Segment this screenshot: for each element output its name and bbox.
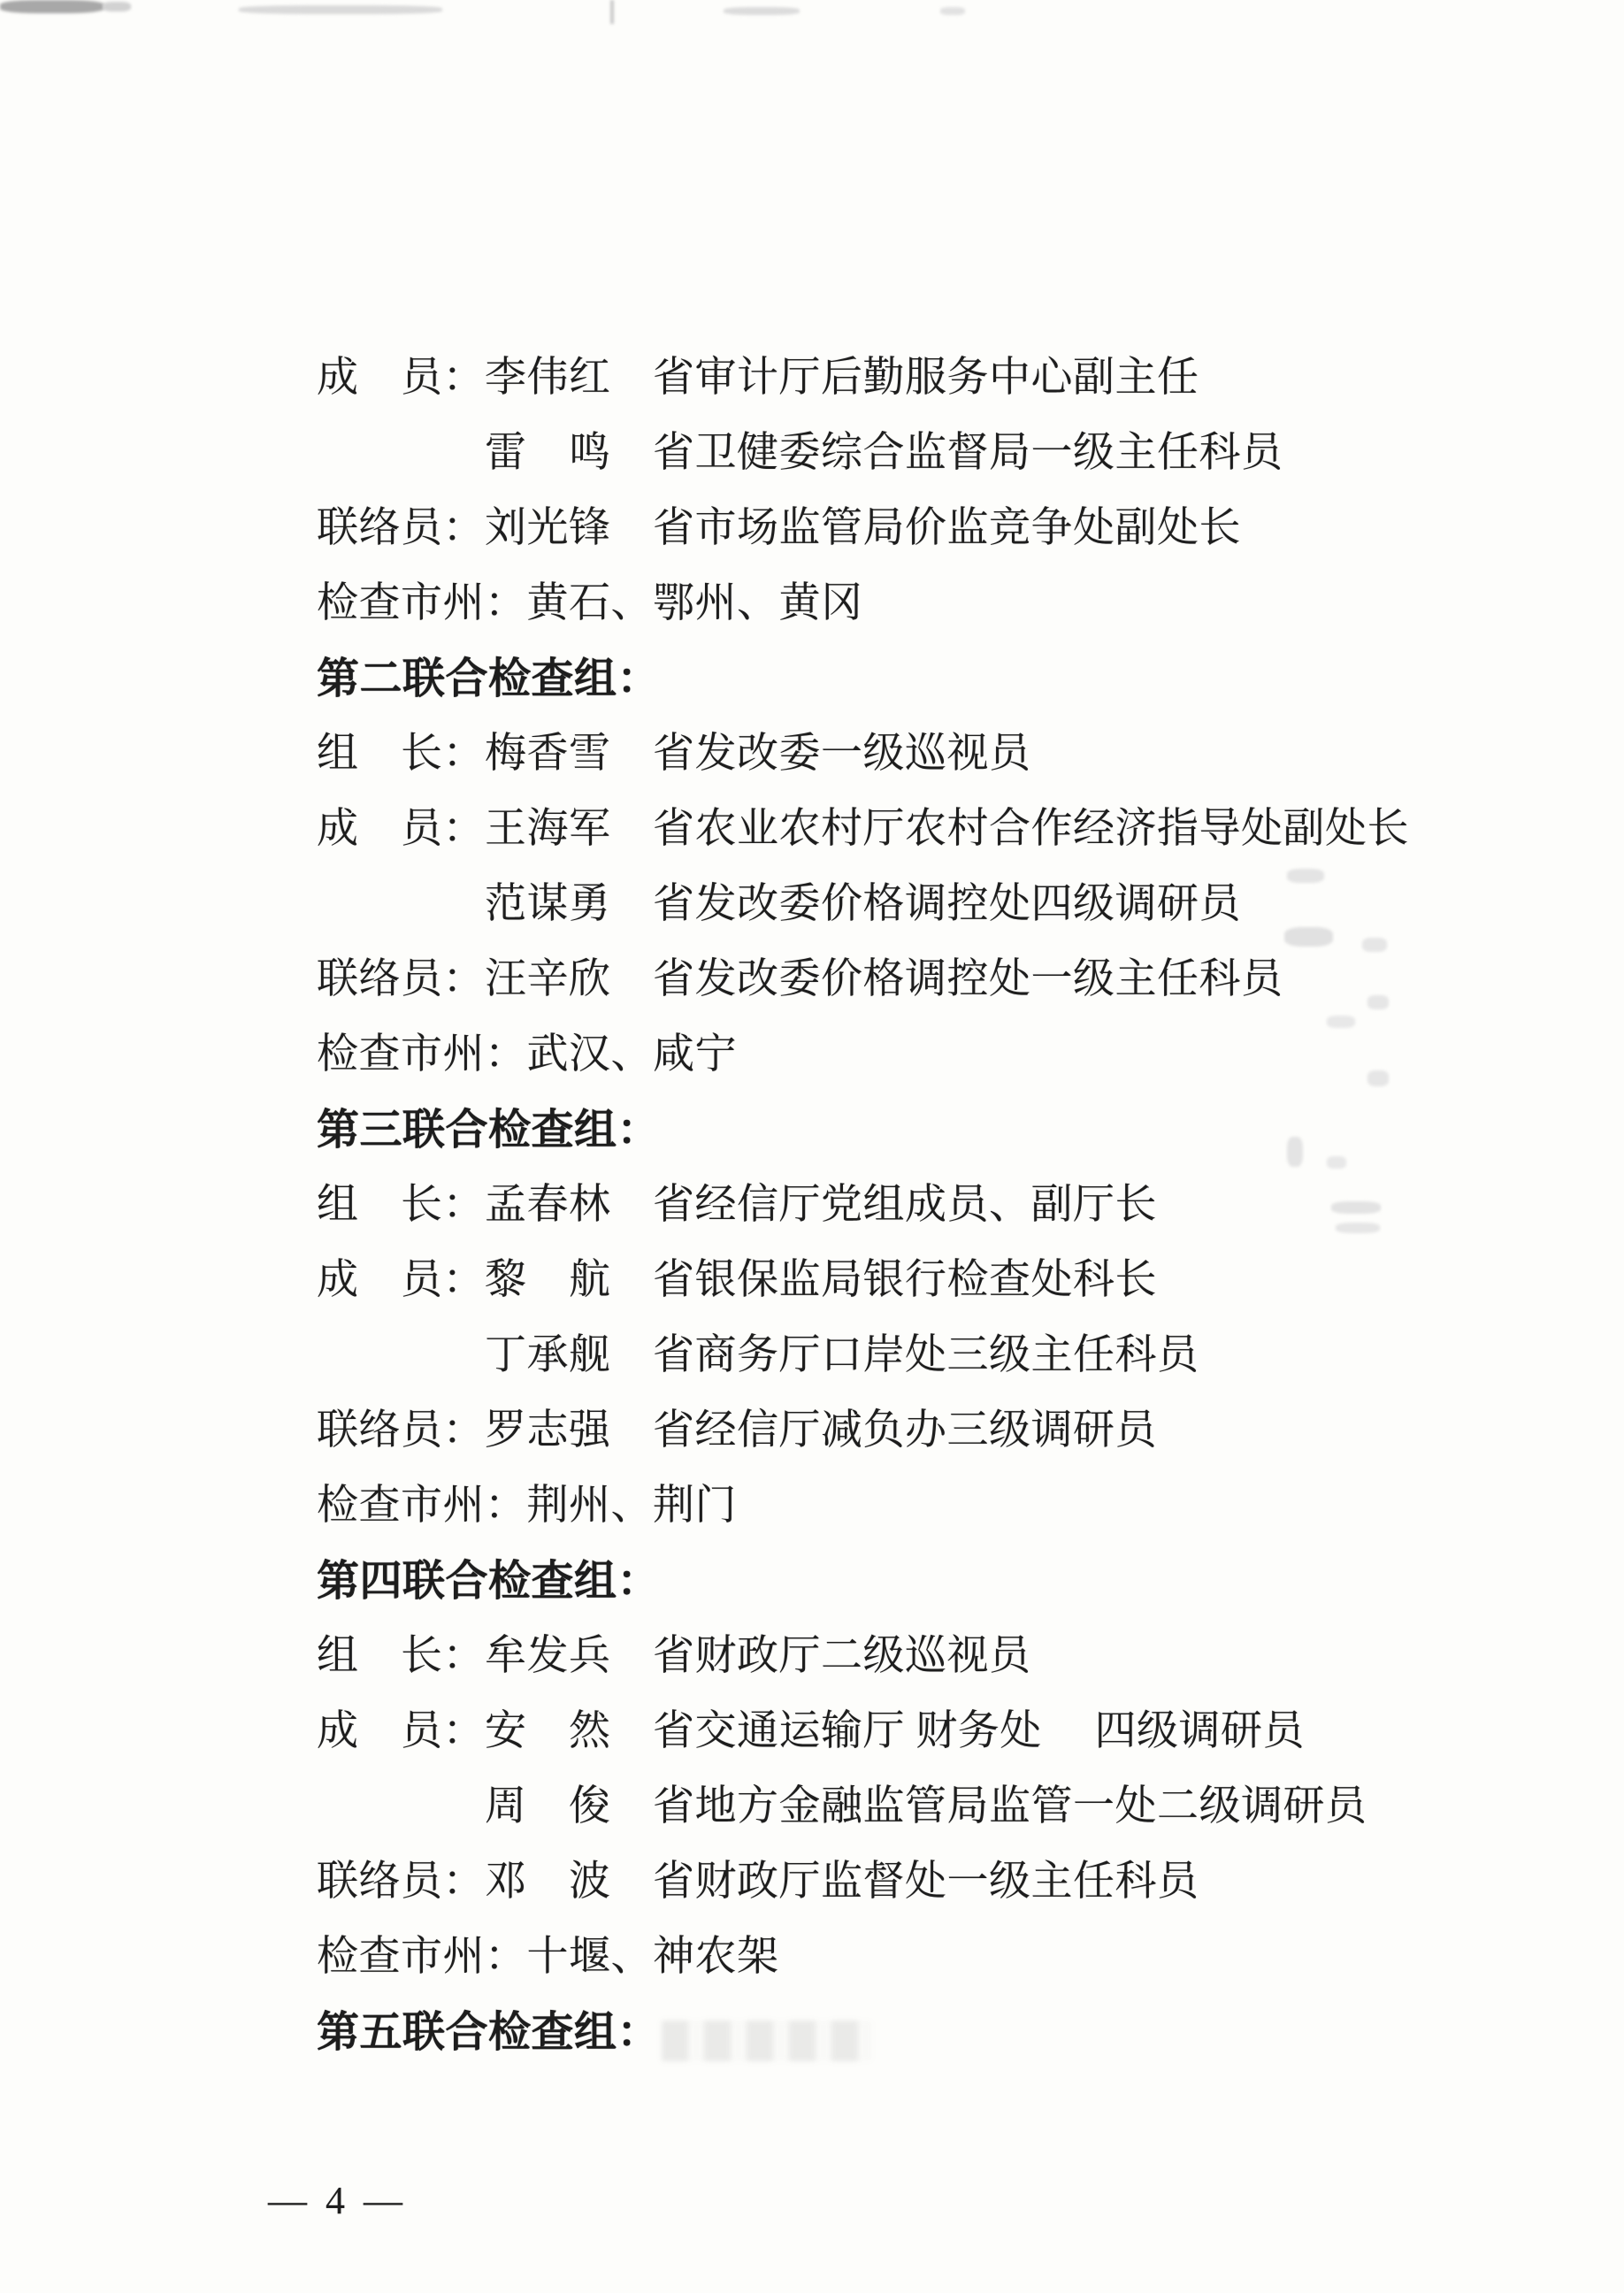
text-block bbox=[317, 341, 1484, 2070]
scan-artifact-top-line bbox=[610, 0, 614, 24]
member-continuation-line: 雷 鸣 省卫健委综合监督局一级主任科员 bbox=[317, 430, 1283, 476]
group-heading-4: 第四联合检查组： bbox=[317, 1558, 661, 1605]
cities-line: 检查市州：荆州、荆门 bbox=[317, 1483, 737, 1529]
liaison-line: 联络员：罗志强 省经信厅减负办三级调研员 bbox=[317, 1407, 1157, 1453]
group-heading-5: 第五联合检查组： bbox=[317, 2009, 661, 2056]
scan-artifact-top-mid-3 bbox=[940, 7, 965, 15]
member-line: 成 员：李伟红 省审计厅后勤服务中心副主任 bbox=[317, 355, 1199, 401]
member-continuation-line: 范谋勇 省发改委价格调控处四级调研员 bbox=[317, 881, 1241, 927]
group-heading-3: 第三联合检查组： bbox=[317, 1107, 661, 1154]
liaison-line: 联络员：刘光锋 省市场监管局价监竞争处副处长 bbox=[317, 505, 1241, 551]
scan-artifact-top-mid bbox=[239, 5, 442, 14]
liaison-line: 联络员：邓 波 省财政厅监督处一级主任科员 bbox=[317, 1859, 1199, 1905]
page-number: — 4 — bbox=[268, 2179, 407, 2222]
leader-line: 组 长：牟发兵 省财政厅二级巡视员 bbox=[317, 1633, 1031, 1679]
member-line: 成 员：王海军 省农业农村厅农村合作经济指导处副处长 bbox=[317, 806, 1409, 852]
liaison-line: 联络员：汪辛欣 省发改委价格调控处一级主任科员 bbox=[317, 956, 1283, 1002]
member-line: 成 员：黎 航 省银保监局银行检查处科长 bbox=[317, 1257, 1157, 1303]
cities-line: 检查市州：黄石、鄂州、黄冈 bbox=[317, 580, 863, 626]
scan-artifact-top-left-2 bbox=[103, 2, 131, 12]
scan-artifact-top-left bbox=[0, 0, 104, 13]
cities-line: 检查市州：十堰、神农架 bbox=[317, 1934, 779, 1980]
member-line: 成 员：安 然 省交通运输厅 财务处 四级调研员 bbox=[317, 1708, 1305, 1754]
member-continuation-line: 丁承舰 省商务厅口岸处三级主任科员 bbox=[317, 1332, 1199, 1378]
cities-line: 检查市州：武汉、咸宁 bbox=[317, 1031, 737, 1077]
scan-artifact-top-mid-2 bbox=[724, 7, 800, 15]
leader-line: 组 长：梅香雪 省发改委一级巡视员 bbox=[317, 731, 1031, 777]
member-continuation-line: 周 俊 省地方金融监管局监管一处二级调研员 bbox=[317, 1783, 1367, 1829]
group-heading-2: 第二联合检查组： bbox=[317, 656, 661, 702]
leader-line: 组 长：孟春林 省经信厅党组成员、副厅长 bbox=[317, 1182, 1157, 1228]
